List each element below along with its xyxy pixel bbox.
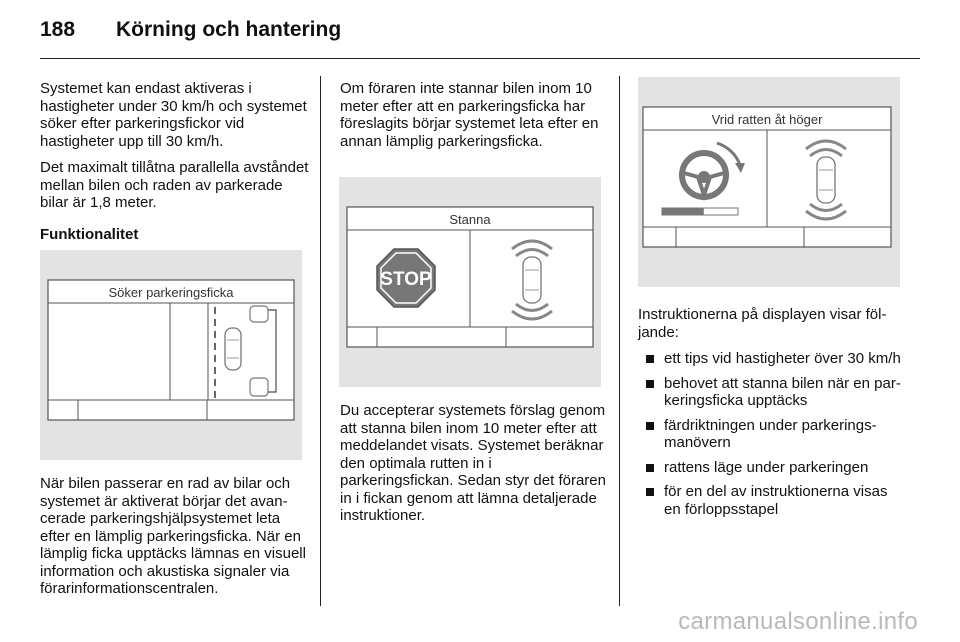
progress-fill [662, 208, 704, 215]
stop-sign-text: STOP [380, 269, 432, 290]
figure-stop [339, 177, 601, 387]
figure-searching-parking [40, 250, 302, 460]
list-item: rattens läge under parkeringen [638, 459, 906, 477]
page-header [40, 18, 341, 42]
figure-title: Stanna [449, 212, 491, 227]
list-item: ett tips vid hastigheter över 30 km/h [638, 350, 906, 368]
paragraph: Instruktionerna på displayen visar följande: [638, 306, 887, 341]
page-number: 188 [40, 18, 76, 41]
car-icon [225, 328, 241, 370]
watermark: carmanualsonline.info [678, 608, 918, 635]
bullet-list [638, 350, 906, 518]
column-3 [638, 306, 906, 525]
column-1 [40, 80, 310, 252]
section-heading: Funktionalitet [40, 225, 139, 243]
figure-title: Vrid ratten åt höger [711, 112, 823, 127]
paragraph: Du accepterar systemets förslag genom att stanna bilen inom 10 meter efter att meddelandet visats. Systemet beräknar den optimala rutten in i parkeringsfickan. Sedan styr det föraren in i fickan genom att lämna detaljerade instruktioner. [340, 402, 606, 524]
column-1-lower [40, 475, 310, 607]
figure-title: Söker parkeringsficka [108, 285, 234, 300]
paragraph: Systemet kan endast aktiveras i hastigheter under 30 km/h och systemet söker efter parkeringsfickor vid hastigheter upp till 30 km/h. [40, 80, 307, 150]
progress-bar [662, 208, 738, 215]
list-item: färdriktningen under parkeringsmanövern [638, 417, 906, 452]
column-divider-1 [320, 76, 321, 606]
paragraph: När bilen passerar en rad av bilar och systemet är aktiverat börjar det avancerade parkeringshjälpsystemet leta efter en lämplig parkeringsficka. När en lämplig ficka upptäcks lämnas en visuell information och akustiska signaler via förarinformationscentralen. [40, 475, 306, 597]
page-title: Körning och hantering [116, 18, 342, 41]
column-divider-2 [619, 76, 620, 606]
paragraph: Om föraren inte stannar bilen inom 10 meter efter att en parkeringsficka har föreslagits börjar systemet leta efter en annan lämplig parkeringsficka. [340, 80, 599, 150]
list-item: för en del av instruktionerna visas en förloppsstapel [638, 483, 906, 518]
column-2-lower [340, 402, 606, 534]
header-rule [40, 58, 920, 59]
column-2 [340, 80, 606, 159]
list-item: behovet att stanna bilen när en parkeringsficka upptäcks [638, 375, 906, 410]
paragraph: Det maximalt tillåtna parallella avståndet mellan bilen och raden av parkerade bilar är 1,8 meter. [40, 159, 309, 211]
stop-sign-icon [377, 249, 435, 307]
figure-turn-wheel-right [638, 77, 900, 287]
